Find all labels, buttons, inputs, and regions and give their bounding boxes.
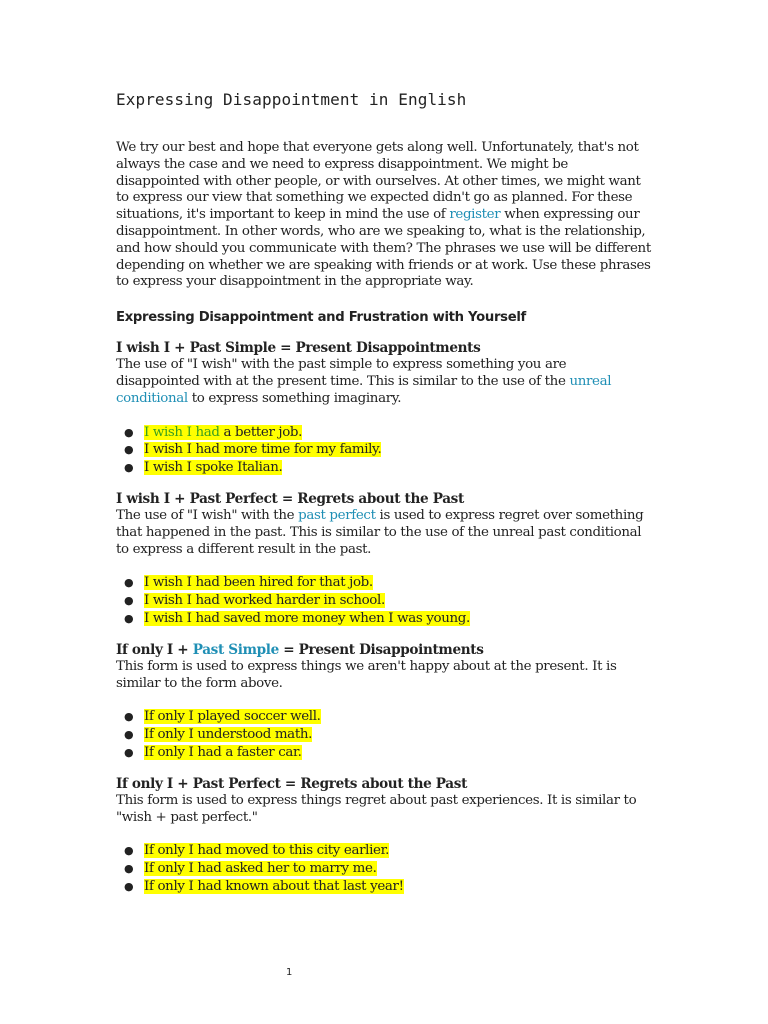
page-title: Expressing Disappointment in English: [116, 90, 467, 109]
bullet-icon: ●: [124, 879, 134, 893]
section-heading: Expressing Disappointment and Frustration with Yourself: [116, 310, 526, 326]
heading-text-start: If only I +: [116, 641, 193, 658]
paragraph-wish-past-perfect: [116, 508, 652, 558]
paragraph-wish-past-simple: [116, 357, 652, 407]
document-page: [116, 90, 652, 910]
subheading-if-only-past-simple: [116, 642, 652, 659]
example-text: If only I had known about that last year!: [144, 878, 404, 894]
example-list-if-only-past-perfect: [116, 842, 652, 895]
bullet-icon: ●: [124, 844, 134, 858]
example-text: If only I understood math.: [144, 727, 313, 743]
example-text: If only I had asked her to marry me.: [144, 861, 377, 877]
example-text: I wish I had more time for my family.: [144, 442, 382, 458]
bullet-icon: ●: [124, 594, 134, 608]
bullet-icon: ●: [124, 576, 134, 590]
list-item: [124, 842, 652, 860]
subheading-wish-past-simple: I wish I + Past Simple = Present Disappointments: [116, 340, 481, 357]
paragraph-if-only-past-simple: This form is used to express things we aren't happy about at the present. It is similar to the form above.: [116, 658, 617, 691]
bullet-icon: ●: [124, 745, 134, 759]
list-item: [124, 860, 652, 878]
list-item: [124, 708, 652, 726]
list-item: [124, 441, 652, 459]
bullet-icon: ●: [124, 443, 134, 457]
bullet-icon: ●: [124, 728, 134, 742]
register-link[interactable]: register: [449, 207, 501, 223]
paragraph-text-start: The use of "I wish" with the: [116, 507, 299, 523]
page-number: 1: [286, 967, 293, 978]
intro-paragraph: [116, 140, 652, 291]
unreal-conditional-link[interactable]: unreal conditional: [116, 373, 612, 406]
list-item: [124, 610, 652, 628]
example-highlight: [144, 425, 302, 440]
bullet-icon: ●: [124, 461, 134, 475]
list-item: [124, 592, 652, 610]
past-perfect-link[interactable]: past perfect: [298, 507, 376, 523]
list-item: [124, 574, 652, 592]
paragraph-text-start: The use of "I wish" with the past simple to express something you are disappointed with at the present time. This is similar to the use of the: [116, 357, 570, 389]
bullet-icon: ●: [124, 710, 134, 724]
example-green-text: I wish I had: [144, 424, 220, 440]
example-list-wish-past-perfect: [116, 574, 652, 627]
subheading-if-only-past-perfect: If only I + Past Perfect = Regrets about the Past: [116, 775, 467, 792]
paragraph-text-end: to express something imaginary.: [187, 390, 402, 406]
example-text: If only I played soccer well.: [144, 709, 321, 725]
subheading-wish-past-perfect: I wish I + Past Perfect = Regrets about the Past: [116, 490, 464, 507]
example-text: a better job.: [219, 424, 303, 440]
list-item: [124, 744, 652, 762]
list-item: [124, 726, 652, 744]
example-text: I wish I had worked harder in school.: [144, 593, 385, 609]
paragraph-if-only-past-perfect: This form is used to express things regret about past experiences. It is similar to "wish + past perfect.": [116, 792, 637, 825]
list-item: [124, 459, 652, 477]
example-text: I wish I had been hired for that job.: [144, 575, 373, 591]
example-text: If only I had a faster car.: [144, 744, 302, 760]
example-text: I wish I spoke Italian.: [144, 460, 283, 476]
bullet-icon: ●: [124, 611, 134, 625]
example-list-if-only-past-simple: [116, 708, 652, 761]
bullet-icon: ●: [124, 862, 134, 876]
intro-text-start: We try our best and hope that everyone gets along well. Unfortunately, that's not always the case and we need to express disappointment. We might be disappointed with other people, or with ourselves. At other times, we might want to express our view that something we expected didn't go as planned. For these situations, it's important to keep in mind the use of: [116, 140, 641, 223]
paragraph-text-end: is used to express regret over something that happened in the past. This is similar to the use of the unreal past conditional to express a different result in the past.: [116, 507, 644, 557]
bullet-icon: ●: [124, 425, 134, 439]
list-item: [124, 878, 652, 896]
example-text: I wish I had saved more money when I was young.: [144, 610, 470, 626]
heading-text-end: = Present Disappointments: [278, 641, 484, 658]
intro-text-end: when expressing our disappointment. In other words, who are we speaking to, what is the relationship, and how should you communicate with them? The phrases we use will be different depending on whether we are speaking with friends or at work. Use these phrases to express your disappointment in the appropriate way.: [116, 207, 651, 290]
example-text: If only I had moved to this city earlier.: [144, 843, 390, 859]
list-item: [124, 424, 652, 442]
past-simple-link[interactable]: Past Simple: [192, 641, 279, 658]
example-list-wish-past-simple: [116, 424, 652, 477]
